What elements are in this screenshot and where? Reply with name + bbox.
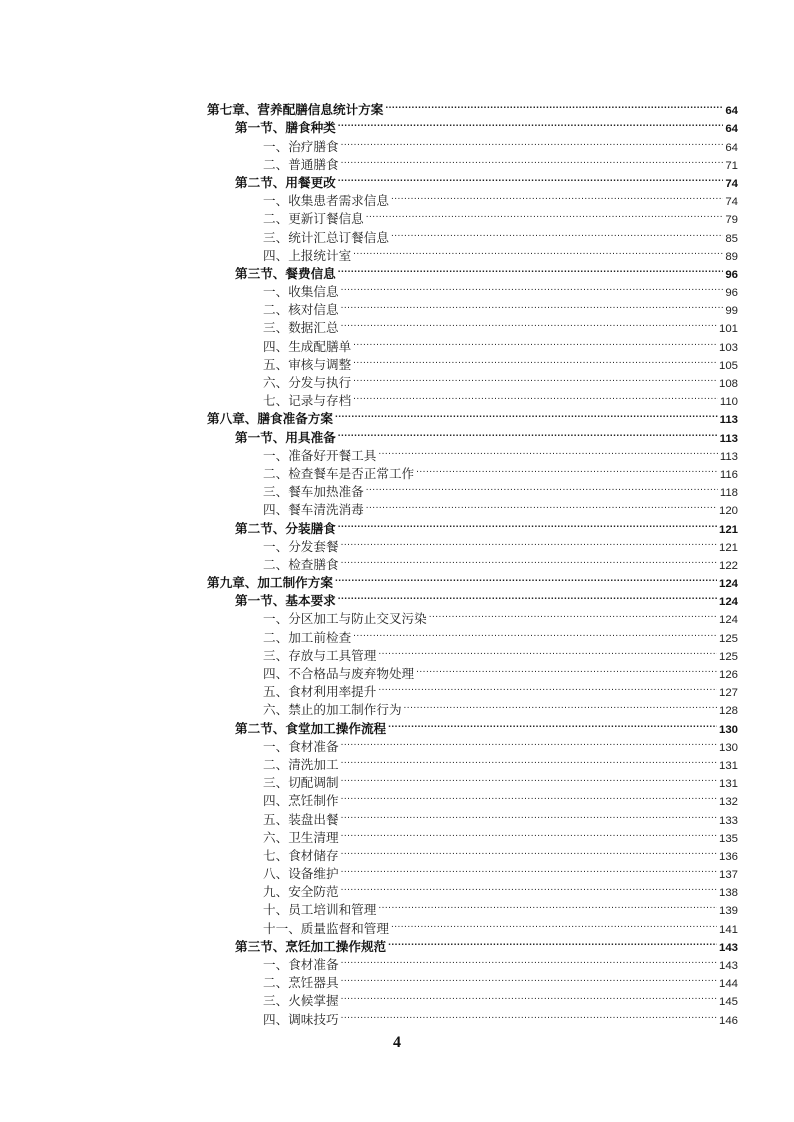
- toc-page-number: 96: [725, 287, 738, 300]
- dot-leader: [341, 805, 717, 823]
- toc-page-number: 131: [718, 778, 738, 791]
- toc-title: 二、核对信息: [263, 302, 339, 318]
- dot-leader: [341, 296, 724, 314]
- toc-page-number: 71: [725, 159, 738, 172]
- toc-page-number: 138: [718, 887, 738, 900]
- toc-title: 十一、质量监督和管理: [263, 920, 389, 936]
- toc-page-number: 125: [718, 632, 738, 645]
- toc-page-number: 113: [719, 450, 738, 463]
- toc-title: 五、食材利用率提升: [263, 684, 377, 700]
- toc-page-number: 143: [718, 941, 738, 954]
- dot-leader: [338, 514, 717, 532]
- toc-title: 二、检查膳食: [263, 556, 339, 572]
- toc-page-number: 139: [718, 905, 738, 918]
- dot-leader: [341, 132, 724, 150]
- toc-title: 二、普通膳食: [263, 156, 339, 172]
- toc-page-number: 124: [718, 614, 738, 627]
- dot-leader: [366, 478, 718, 496]
- dot-leader: [341, 533, 717, 551]
- toc-page-number: 64: [725, 141, 738, 154]
- dot-leader: [341, 1005, 717, 1023]
- dot-leader: [353, 387, 718, 405]
- toc-title: 一、分发套餐: [263, 538, 339, 554]
- table-of-contents: [207, 96, 738, 1027]
- toc-page-number: 121: [718, 523, 738, 536]
- dot-leader: [341, 151, 724, 169]
- dot-leader: [341, 733, 717, 751]
- toc-page-number: 144: [718, 978, 738, 991]
- page-number: 4: [393, 1034, 401, 1051]
- toc-page-number: 136: [718, 850, 738, 863]
- toc-page-number: 122: [718, 559, 738, 572]
- toc-page-number: 118: [719, 487, 738, 500]
- toc-page-number: 99: [725, 305, 738, 318]
- toc-page-number: 74: [725, 196, 738, 209]
- toc-title: 第八章、膳食准备方案: [207, 411, 333, 427]
- toc-title: 八、设备维护: [263, 866, 339, 882]
- dot-leader: [338, 587, 717, 605]
- dot-leader: [404, 696, 717, 714]
- toc-title: 三、存放与工具管理: [263, 647, 377, 663]
- toc-page-number: 130: [718, 723, 738, 736]
- dot-leader: [353, 369, 717, 387]
- toc-title: 七、记录与存档: [263, 393, 352, 409]
- toc-title: 四、调味技巧: [263, 1011, 339, 1027]
- dot-leader: [353, 332, 717, 350]
- dot-leader: [341, 278, 724, 296]
- toc-page-number: 89: [725, 250, 738, 263]
- dot-leader: [366, 496, 717, 514]
- toc-title: 四、烹饪制作: [263, 793, 339, 809]
- dot-leader: [391, 914, 717, 932]
- toc-page-number: 132: [718, 796, 738, 809]
- dot-leader: [353, 242, 723, 260]
- toc-page-number: 116: [719, 468, 738, 481]
- toc-page-number: 64: [725, 105, 738, 118]
- dot-leader: [335, 405, 718, 423]
- toc-page-number: 85: [725, 232, 738, 245]
- toc-title: 一、治疗膳食: [263, 138, 339, 154]
- toc-page-number: 105: [718, 359, 738, 372]
- dot-leader: [388, 714, 717, 732]
- toc-title: 一、收集信息: [263, 284, 339, 300]
- dot-leader: [388, 933, 717, 951]
- toc-page-number: 96: [725, 268, 738, 281]
- toc-title: 一、分区加工与防止交叉污染: [263, 611, 427, 627]
- toc-title: 四、生成配膳单: [263, 338, 352, 354]
- toc-title: 五、装盘出餐: [263, 811, 339, 827]
- dot-leader: [338, 423, 718, 441]
- dot-leader: [341, 751, 717, 769]
- toc-title: 第二节、食堂加工操作流程: [235, 720, 387, 736]
- toc-title: 第一节、用具准备: [235, 429, 336, 445]
- toc-title: 三、餐车加热准备: [263, 484, 364, 500]
- dot-leader: [341, 824, 717, 842]
- toc-title: 三、切配调制: [263, 775, 339, 791]
- toc-title: 第七章、营养配膳信息统计方案: [207, 102, 384, 118]
- toc-title: 二、检查餐车是否正常工作: [263, 465, 415, 481]
- dot-leader: [341, 787, 717, 805]
- toc-title: 十、员工培训和管理: [263, 902, 377, 918]
- toc-title: 第二节、分装膳食: [235, 520, 336, 536]
- toc-title: 六、禁止的加工制作行为: [263, 702, 402, 718]
- toc-page-number: 126: [718, 669, 738, 681]
- dot-leader: [341, 314, 717, 332]
- toc-title: 第九章、加工制作方案: [207, 575, 333, 591]
- toc-title: 一、食材准备: [263, 957, 339, 972]
- toc-title: 七、食材储存: [263, 847, 339, 863]
- toc-title: 第一节、基本要求: [235, 593, 336, 609]
- toc-page-number: 108: [718, 378, 738, 390]
- dot-leader: [416, 460, 718, 478]
- dot-leader: [338, 169, 724, 187]
- dot-leader: [341, 769, 717, 787]
- toc-page-number: 79: [725, 214, 738, 227]
- toc-page-number: 113: [719, 432, 738, 445]
- toc-title: 一、收集患者需求信息: [263, 193, 389, 209]
- toc-page-number: 135: [718, 832, 738, 845]
- toc-page-number: 121: [718, 541, 738, 554]
- dot-leader: [353, 623, 717, 641]
- dot-leader: [378, 896, 717, 914]
- toc-title: 四、上报统计室: [263, 247, 352, 263]
- dot-leader: [385, 96, 723, 114]
- dot-leader: [378, 442, 717, 460]
- toc-page-number: 143: [718, 960, 738, 972]
- toc-page-number: 103: [718, 341, 738, 354]
- toc-page-number: 133: [718, 814, 738, 827]
- toc-title: 四、餐车清洗消毒: [263, 502, 364, 518]
- toc-page-number: 137: [718, 869, 738, 882]
- dot-leader: [366, 205, 724, 223]
- toc-title: 六、卫生清理: [263, 829, 339, 845]
- toc-title: 一、准备好开餐工具: [263, 447, 377, 463]
- toc-title: 第二节、用餐更改: [235, 174, 336, 190]
- dot-leader: [378, 642, 717, 660]
- toc-chapter[interactable]: [207, 96, 738, 118]
- dot-leader: [391, 187, 723, 205]
- dot-leader: [338, 260, 724, 278]
- toc-page-number: 74: [725, 177, 738, 190]
- dot-leader: [335, 569, 717, 587]
- toc-title: 二、烹饪器具: [263, 975, 339, 991]
- toc-page-number: 113: [719, 414, 738, 427]
- toc-page-number: 128: [718, 705, 738, 718]
- dot-leader: [341, 969, 717, 987]
- toc-page-number: 64: [725, 123, 738, 136]
- toc-title: 三、统计汇总订餐信息: [263, 229, 389, 245]
- toc-title: 一、食材准备: [263, 738, 339, 754]
- toc-page-number: 145: [718, 996, 738, 1009]
- toc-title: 九、安全防范: [263, 884, 339, 900]
- dot-leader: [341, 551, 717, 569]
- toc-title: 三、数据汇总: [263, 320, 339, 336]
- toc-page-number: 131: [718, 759, 738, 772]
- dot-leader: [341, 951, 717, 969]
- dot-leader: [391, 223, 723, 241]
- dot-leader: [341, 878, 717, 896]
- toc-title: 六、分发与执行: [263, 375, 352, 390]
- toc-page-number: 130: [718, 741, 738, 754]
- toc-title: 二、清洗加工: [263, 756, 339, 772]
- toc-title: 第三节、餐费信息: [235, 265, 336, 281]
- toc-title: 第三节、烹饪加工操作规范: [235, 938, 387, 954]
- dot-leader: [341, 842, 717, 860]
- toc-page-number: 125: [718, 650, 738, 663]
- toc-page-number: 127: [718, 687, 738, 700]
- toc-title: 四、不合格品与废弃物处理: [263, 666, 415, 681]
- dot-leader: [378, 678, 717, 696]
- dot-leader: [338, 114, 724, 132]
- dot-leader: [429, 605, 717, 623]
- toc-title: 第一节、膳食种类: [235, 120, 336, 136]
- toc-title: 五、审核与调整: [263, 356, 352, 372]
- toc-page-number: 120: [718, 505, 738, 518]
- toc-page-number: 124: [718, 596, 738, 609]
- toc-page-number: 141: [718, 923, 738, 936]
- toc-title: 二、更新订餐信息: [263, 211, 364, 227]
- dot-leader: [341, 860, 717, 878]
- toc-page-number: 110: [719, 396, 738, 409]
- toc-page-number: 101: [718, 323, 738, 336]
- toc-page-number: 124: [718, 578, 738, 591]
- toc-title: 二、加工前检查: [263, 629, 352, 645]
- dot-leader: [416, 660, 717, 678]
- toc-page-number: 146: [718, 1014, 738, 1027]
- toc-title: 三、火候掌握: [263, 993, 339, 1009]
- dot-leader: [341, 987, 717, 1005]
- dot-leader: [353, 351, 717, 369]
